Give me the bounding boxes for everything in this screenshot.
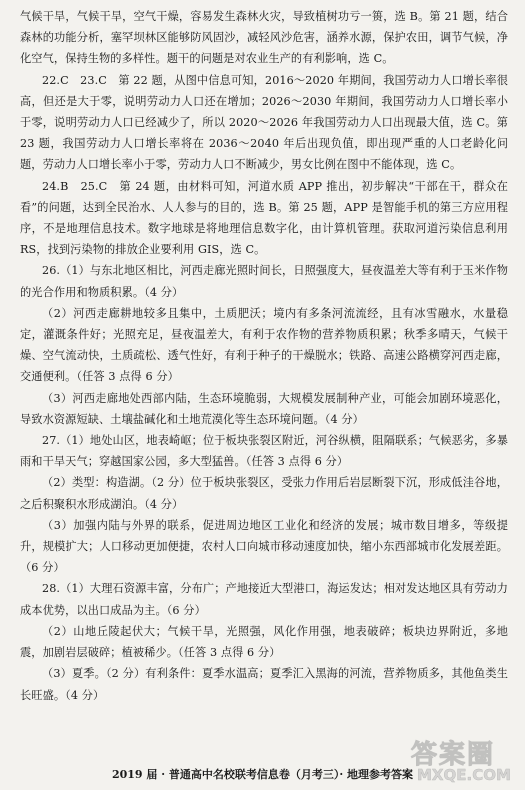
paragraph-q28-1: 28.（1）大理石资源丰富，分布广；产地接近大型港口，海运发达；相对发达地区具有劳动力成本优势，以出口成品为主。（6 分） bbox=[20, 582, 508, 617]
paragraph-q24-25: 24.B 25.C 第 24 题，由材料可知，河道水质 APP 推出，初步解决“干部在干，群众在看”的问题，达到全民治水、人人参与的目的，选 B。第 25 题，APP 是智能手机的第三方应用程序，不是地理信息技术。数字地球是将地理信息数字化，由计算机管理。获取河道污染信息利用 RS，找到污染物的排放企业要利用 GIS，选 C。 bbox=[20, 179, 508, 257]
paragraph-q28-2: （2）山地丘陵起伏大；气候干旱，光照强，风化作用强，地表破碎；板块边界附近，多地震，加剧岩层破碎；植被稀少。（任答 3 点得 6 分） bbox=[20, 624, 508, 660]
paragraph-q26-3: （3）河西走廊地处西部内陆，生态环境脆弱，大规模发展制种产业，可能会加剧环境恶化，导致水资源短缺、土壤盐碱化和土地荒漠化等生态环境问题。（4 分） bbox=[20, 391, 508, 426]
page-footer: 2019 届 · 普通高中名校联考信息卷（月考三）· 地理参考答案 bbox=[111, 768, 414, 781]
watermark-url: MXQE.COM bbox=[417, 766, 511, 784]
paragraph-q27-2: （2）类型：构造湖。（2 分）位于板块张裂区，受张力作用后岩层断裂下沉，形成低洼谷地，之后积聚积水形成湖泊。（4 分） bbox=[20, 476, 508, 511]
paragraph-q20-21-tail: 气候干旱，气候干旱，空气干燥，容易发生森林火灾，导致植树功亏一篑，选 B。第 21 题，结合森林的功能分析，塞罕坝林区能够防风固沙，减轻风沙危害，涵养水源，保护农田，调节气候，净化空气，保持生物的多样性。题干的问题是对农业生产的有利影响，选 C。 bbox=[20, 10, 508, 66]
paragraph-q27-3: （3）加强内陆与外界的联系，促进周边地区工业化和经济的发展；城市数目增多，等级提升，规模扩大；人口移动更加便捷，农村人口向城市移动速度加快，缩小东西部城市化发展差距。（6 分） bbox=[20, 518, 508, 575]
paragraph-q26-1: 26.（1）与东北地区相比，河西走廊光照时间长，日照强度大，昼夜温差大等有利于玉米作物的光合作用和物质积累。（4 分） bbox=[20, 264, 508, 299]
paragraph-q22-23: 22.C 23.C 第 22 题，从图中信息可知，2016～2020 年期间，我国劳动力人口增长率很高，但还是大于零，说明劳动力人口还在增加；2026～2030 年期间，我国劳动力人口增长率小于零，说明劳动力人口已经减少了，所以 2020～2026 年我国劳动力人口出现最大值，选 C。第 23 题，我国劳动力人口增长率将在 2036～2040 年后出现负值，即出现严重的人口老龄化问题，劳动力人口增长率小于零，劳动力人口不断减少，男女比例在图中不能体现，选 C。 bbox=[20, 73, 508, 172]
paragraph-q27-1: 27.（1）地处山区，地表崎岖；位于板块张裂区附近，河谷纵横，阻隔联系；气候恶劣，多暴雨和干旱天气；穿越国家公园，多大型猛兽。（任答 3 点得 6 分） bbox=[20, 434, 508, 469]
site-watermark bbox=[403, 734, 513, 786]
watermark-logo-text: 答案圈 bbox=[411, 740, 496, 770]
answer-text-body bbox=[20, 6, 508, 706]
paragraph-q26-2: （2）河西走廊耕地较多且集中，土质肥沃；境内有多条河流流经，且有冰雪融水，水量稳定，灌溉条件好；光照充足，昼夜温差大，有利于农作物的营养物质积累；秋季多晴天，气候干燥、空气流动快，土质疏松、透气性好，有利于种子的干燥脱水；铁路、高速公路横穿河西走廊，交通便利。（任答 3 点得 6 分） bbox=[20, 306, 508, 384]
paragraph-q28-3: （3）夏季。（2 分）有利条件：夏季水温高；夏季汇入黑海的河流，营养物质多，其他鱼类生长旺盛。（4 分） bbox=[20, 667, 508, 702]
